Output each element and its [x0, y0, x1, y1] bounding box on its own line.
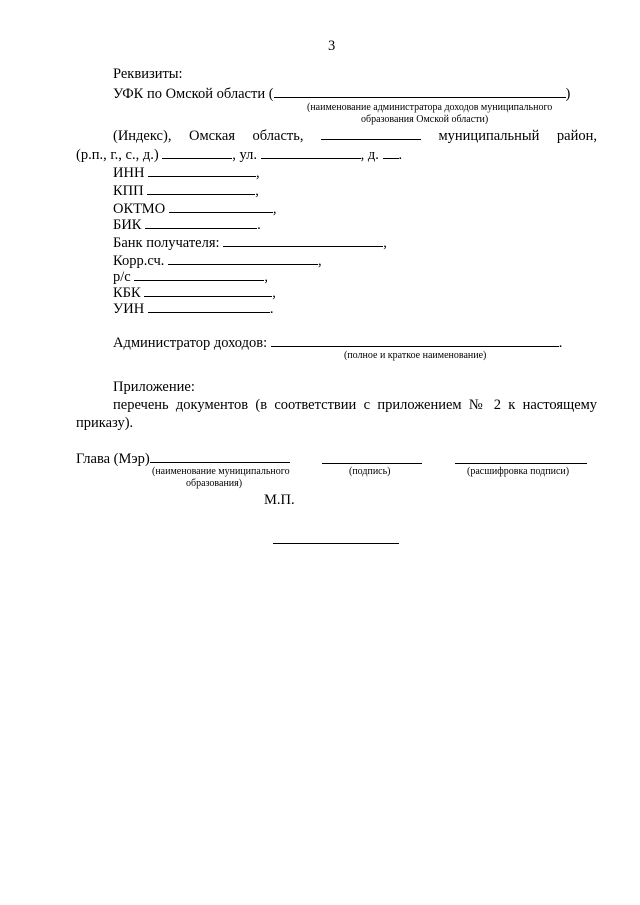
- uin-row: [113, 300, 273, 318]
- address-omsk: Омская: [188, 128, 235, 144]
- oktmo-comma: ,: [272, 201, 277, 217]
- address-municipal: муниципальный: [438, 128, 540, 144]
- bik-period: .: [257, 217, 261, 233]
- oktmo-label: ОКТМО: [113, 201, 166, 217]
- caption-municipality-2: образования): [186, 478, 243, 489]
- settlement-label: (р.п., г., с., д.): [76, 147, 159, 163]
- admin-caption: (полное и краткое наименование): [344, 350, 487, 361]
- address-index: (Индекс),: [113, 128, 172, 144]
- appendix-word: приложением: [377, 397, 462, 413]
- address-line-2: [76, 146, 402, 164]
- kpp-row: [113, 182, 259, 200]
- appendix-word: №: [468, 397, 487, 413]
- appendix-word: соответствии: [274, 397, 357, 413]
- appendix-word: к: [508, 397, 516, 413]
- ufk-line: [113, 85, 570, 103]
- address-region: область,: [252, 128, 304, 144]
- decode-line[interactable]: [455, 463, 587, 464]
- korr-label: Корр.сч.: [113, 253, 165, 269]
- bik-blank[interactable]: [145, 216, 257, 229]
- admin-period: .: [558, 335, 563, 351]
- stamp-place: М.П.: [264, 492, 295, 508]
- district-blank[interactable]: [321, 127, 421, 140]
- inn-blank[interactable]: [148, 164, 256, 177]
- bank-row: [113, 234, 387, 252]
- bank-label: Банк получателя:: [113, 235, 220, 251]
- street-label: , ул.: [232, 147, 258, 163]
- admin-row: [113, 334, 562, 352]
- bank-comma: ,: [383, 235, 387, 251]
- appendix-line-2: приказу).: [76, 415, 134, 431]
- inn-label: ИНН: [113, 165, 145, 181]
- head-label: Глава (Мэр): [76, 451, 150, 467]
- admin-label: Администратор доходов:: [113, 335, 268, 351]
- inn-comma: ,: [256, 165, 260, 181]
- address-district: район,: [556, 128, 597, 144]
- bank-blank[interactable]: [223, 234, 383, 247]
- requisites-heading: Реквизиты:: [113, 66, 183, 82]
- kbk-label: КБК: [113, 285, 141, 301]
- address-line-1: [113, 127, 597, 145]
- korr-blank[interactable]: [168, 252, 318, 265]
- bottom-separator: [273, 543, 399, 544]
- kpp-blank[interactable]: [147, 182, 255, 195]
- house-blank[interactable]: [383, 146, 399, 159]
- kpp-label: КПП: [113, 183, 144, 199]
- ufk-caption-1: (наименование администратора доходов муниципального: [307, 102, 553, 113]
- house-label: , д.: [360, 147, 379, 163]
- caption-municipality-1: (наименование муниципального: [152, 466, 290, 477]
- appendix-word: с: [363, 397, 371, 413]
- kbk-blank[interactable]: [144, 284, 272, 297]
- caption-decode: (расшифровка подписи): [467, 466, 570, 477]
- rs-comma: ,: [264, 269, 268, 285]
- page-number: 3: [328, 38, 336, 54]
- street-blank[interactable]: [261, 146, 361, 159]
- appendix-word: настоящему: [522, 397, 598, 413]
- ufk-caption-2: образования Омской области): [361, 114, 489, 125]
- inn-row: [113, 164, 260, 182]
- ufk-label: УФК по Омской области (: [113, 86, 274, 102]
- ufk-close: ): [565, 86, 571, 102]
- uin-period: .: [269, 301, 274, 317]
- ufk-blank[interactable]: [274, 85, 566, 98]
- kpp-comma: ,: [255, 183, 259, 199]
- bik-row: [113, 216, 261, 234]
- korr-comma: ,: [318, 253, 322, 269]
- uin-blank[interactable]: [148, 300, 270, 313]
- appendix-heading: Приложение:: [113, 379, 195, 395]
- bik-label: БИК: [113, 217, 142, 233]
- rs-label: р/с: [113, 269, 131, 285]
- appendix-line-1: [113, 397, 597, 414]
- rs-blank[interactable]: [134, 268, 264, 281]
- appendix-word: документов: [175, 397, 249, 413]
- kbk-comma: ,: [272, 285, 276, 301]
- appendix-word: (в: [255, 397, 268, 413]
- appendix-word: перечень: [113, 397, 169, 413]
- appendix-word: 2: [493, 397, 501, 413]
- oktmo-blank[interactable]: [169, 200, 273, 213]
- caption-signature: (подпись): [349, 466, 391, 477]
- uin-label: УИН: [113, 301, 145, 317]
- signature-line[interactable]: [322, 463, 422, 464]
- municipality-blank[interactable]: [150, 450, 290, 463]
- address-end: .: [398, 147, 403, 163]
- settlement-blank[interactable]: [162, 146, 232, 159]
- admin-blank[interactable]: [271, 334, 559, 347]
